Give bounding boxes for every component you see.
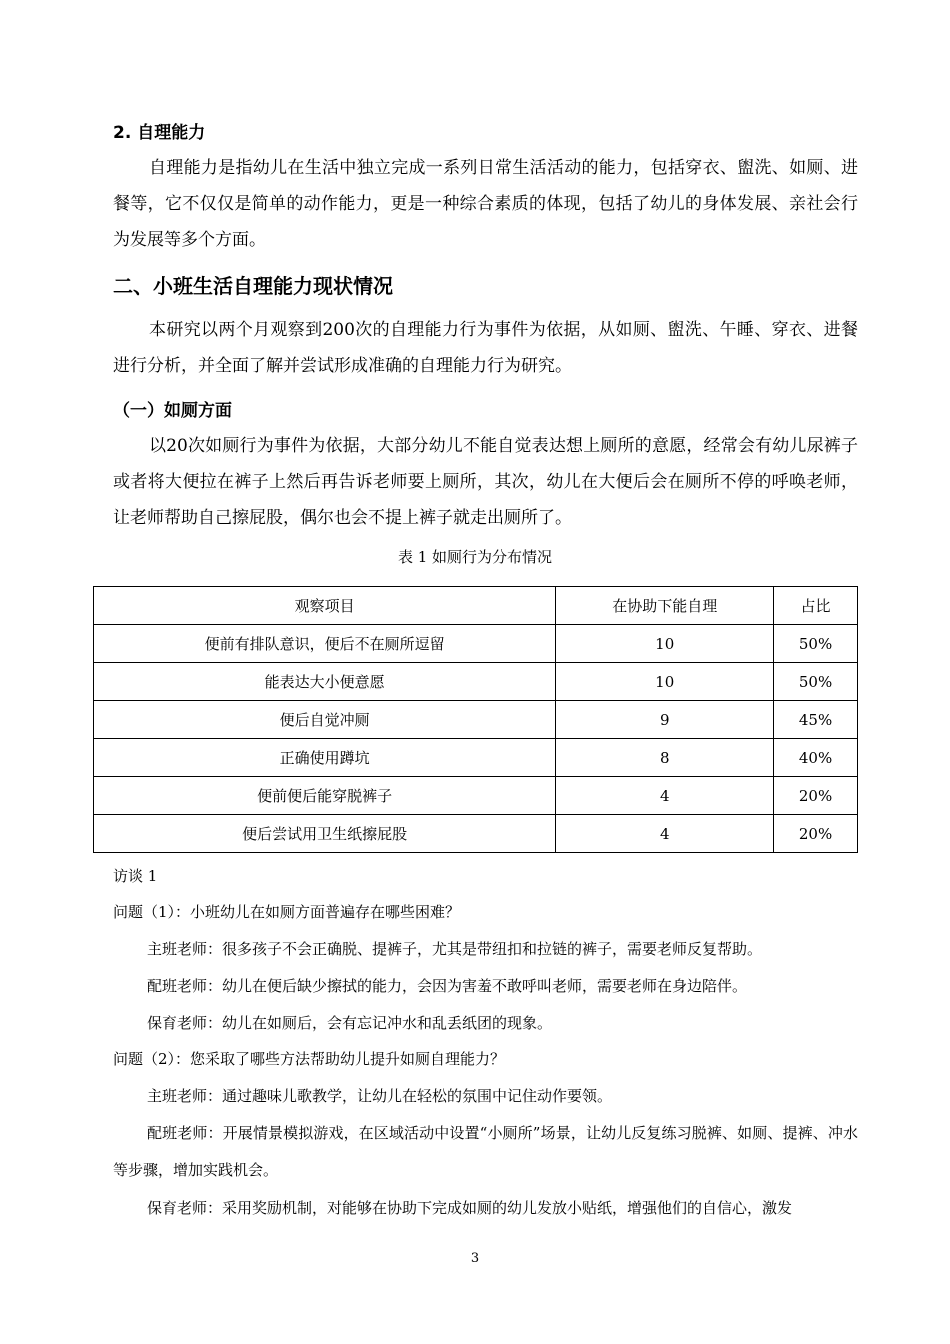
answer-1-head-teacher: 主班老师：很多孩子不会正确脱、提裤子，尤其是带纽扣和拉链的裤子，需要老师反复帮助。 [147, 940, 763, 958]
subsection-title: （一）如厕方面 [113, 401, 232, 421]
table-row [94, 815, 858, 853]
answer-2-head-teacher: 主班老师：通过趣味儿歌教学，让幼儿在轻松的氛围中记住动作要领。 [147, 1087, 613, 1105]
interview-label: 访谈 1 [113, 867, 158, 885]
question-1: 问题（1）：小班幼儿在如厕方面普遍存在哪些困难？ [113, 903, 461, 921]
subheading-self-care: 2. 自理能力 [113, 123, 206, 143]
answer-1-assistant-teacher: 配班老师：幼儿在便后缺少擦拭的能力，会因为害羞不敢呼叫老师，需要老师在身边陪伴。 [147, 977, 748, 995]
table-header-cell: 在协助下能自理 [556, 587, 774, 625]
table-header-row [94, 587, 858, 625]
table-header-cell: 观察项目 [94, 587, 556, 625]
table-cell-count: 9 [556, 701, 774, 739]
section-title: 二、小班生活自理能力现状情况 [113, 274, 393, 298]
table-cell-percent: 20% [774, 815, 858, 853]
table-row [94, 739, 858, 777]
table-row [94, 625, 858, 663]
table-cell-count: 10 [556, 663, 774, 701]
paragraph-study: 本研究以两个月观察到200次的自理能力行为事件为依据，从如厕、盥洗、午睡、穿衣、进餐进行分析，并全面了解并尝试形成准确的自理能力行为研究。 [113, 320, 858, 376]
answer-2-care-teacher: 保育老师：采用奖励机制，对能够在协助下完成如厕的幼儿发放小贴纸，增强他们的自信心，激发 [147, 1199, 793, 1217]
table-cell-count: 10 [556, 625, 774, 663]
table-cell-count: 4 [556, 815, 774, 853]
table-cell-percent: 45% [774, 701, 858, 739]
table-cell-percent: 20% [774, 777, 858, 815]
table-cell-count: 8 [556, 739, 774, 777]
table-row [94, 663, 858, 701]
table-cell-item: 能表达大小便意愿 [94, 663, 556, 701]
table-cell-item: 便前便后能穿脱裤子 [94, 777, 556, 815]
paragraph-toilet: 以20次如厕行为事件为依据，大部分幼儿不能自觉表达想上厕所的意愿，经常会有幼儿尿裤子或者将大便拉在裤子上然后再告诉老师要上厕所，其次，幼儿在大便后会在厕所不停的呼唤老师，让老师帮助自己擦屁股，偶尔也会不提上裤子就走出厕所了。 [113, 436, 858, 528]
answer-2-assistant-teacher: 配班老师：开展情景模拟游戏，在区域活动中设置“小厕所”场景，让幼儿反复练习脱裤、如厕、提裤、冲水等步骤，增加实践机会。 [113, 1124, 858, 1179]
table-cell-percent: 50% [774, 625, 858, 663]
table-caption: 表 1 如厕行为分布情况 [397, 548, 553, 566]
table-header-cell: 占比 [774, 587, 858, 625]
table-cell-item: 便前有排队意识，便后不在厕所逗留 [94, 625, 556, 663]
table-cell-item: 正确使用蹲坑 [94, 739, 556, 777]
question-2: 问题（2）：您采取了哪些方法帮助幼儿提升如厕自理能力？ [113, 1050, 506, 1068]
table-row [94, 701, 858, 739]
table-cell-item: 便后尝试用卫生纸擦屁股 [94, 815, 556, 853]
table-cell-item: 便后自觉冲厕 [94, 701, 556, 739]
table-cell-percent: 50% [774, 663, 858, 701]
page-number: 3 [470, 1251, 480, 1266]
table-cell-percent: 40% [774, 739, 858, 777]
answer-1-care-teacher: 保育老师：幼儿在如厕后，会有忘记冲水和乱丢纸团的现象。 [147, 1014, 553, 1032]
table-cell-count: 4 [556, 777, 774, 815]
table-row [94, 777, 858, 815]
paragraph-self-care: 自理能力是指幼儿在生活中独立完成一系列日常生活活动的能力，包括穿衣、盥洗、如厕、进餐等，它不仅仅是简单的动作能力，更是一种综合素质的体现，包括了幼儿的身体发展、亲社会行为发展等多个方面。 [113, 158, 858, 250]
toilet-behavior-table [93, 586, 858, 853]
